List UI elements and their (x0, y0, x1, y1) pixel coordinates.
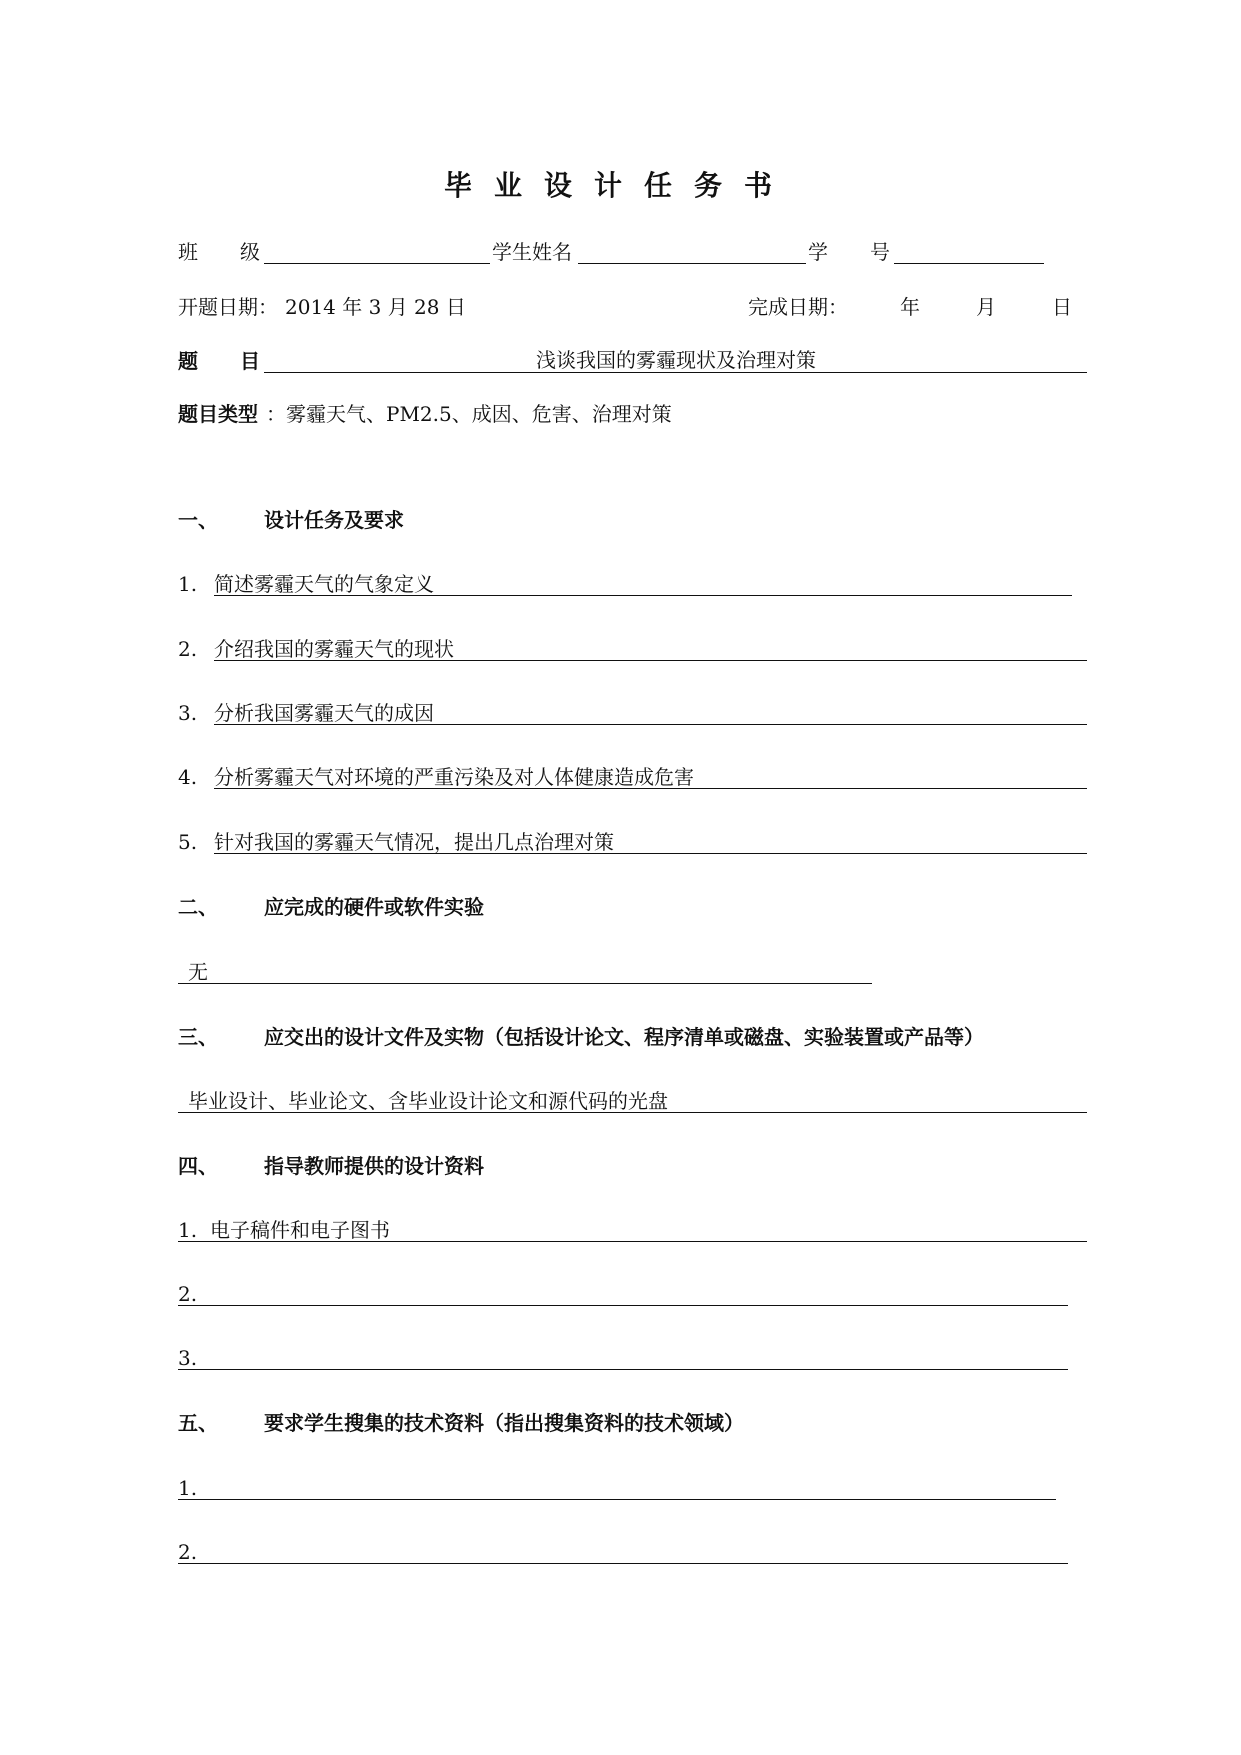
section-5-number: 五、 (178, 1411, 218, 1435)
topic-type-value: ：雾霾天气、PM2.5、成因、危害、治理对策 (266, 402, 672, 426)
section-4-item-1-text: 电子稿件和电子图书 (210, 1218, 390, 1242)
section-1-item-4-line[interactable] (214, 788, 1087, 789)
finish-date-label: 完成日期： (748, 295, 848, 319)
start-date-label: 开题日期： (178, 295, 278, 319)
section-1-item-5-text: 针对我国的雾霾天气情况，提出几点治理对策 (214, 830, 614, 854)
finish-month-label: 月 (976, 295, 996, 319)
section-2-item-1-text: 无 (188, 960, 208, 984)
topic-field[interactable] (264, 372, 1087, 373)
section-1-item-3-line[interactable] (214, 724, 1087, 725)
section-1-item-1-text: 简述雾霾天气的气象定义 (214, 572, 434, 596)
section-1-item-4-text: 分析雾霾天气对环境的严重污染及对人体健康造成危害 (214, 765, 694, 789)
section-5-item-2-line[interactable] (178, 1563, 1068, 1564)
section-3-item-1-line[interactable] (178, 1112, 1087, 1113)
section-1-item-2-line[interactable] (214, 660, 1087, 661)
section-5-item-2-number: 2. (178, 1540, 198, 1564)
section-2-item-1-line[interactable] (178, 983, 872, 984)
finish-year-label: 年 (900, 295, 920, 319)
student-name-label: 学生姓名 (492, 240, 572, 264)
section-1-item-2-number: 2. (178, 637, 198, 661)
section-4-item-3-number: 3. (178, 1346, 198, 1370)
section-2-number: 二、 (178, 895, 218, 919)
section-1-item-2-text: 介绍我国的雾霾天气的现状 (214, 637, 454, 661)
section-1-item-1-number: 1. (178, 572, 198, 596)
section-1-number: 一、 (178, 508, 218, 532)
section-3-heading: 应交出的设计文件及实物（包括设计论文、程序清单或磁盘、实验装置或产品等） (264, 1025, 984, 1049)
student-id-field[interactable] (894, 263, 1044, 264)
section-1-item-5-number: 5. (178, 830, 198, 854)
section-4-number: 四、 (178, 1154, 218, 1178)
section-5-heading: 要求学生搜集的技术资料（指出搜集资料的技术领域） (264, 1411, 744, 1435)
section-1-item-3-number: 3. (178, 701, 198, 725)
section-2-heading: 应完成的硬件或软件实验 (264, 895, 484, 919)
student-id-label: 学号 (808, 240, 932, 264)
section-4-heading: 指导教师提供的设计资料 (264, 1154, 484, 1178)
section-5-item-1-line[interactable] (178, 1499, 1056, 1500)
topic-value: 浅谈我国的雾霾现状及治理对策 (536, 348, 816, 372)
class-field[interactable] (264, 263, 490, 264)
section-1-item-4-number: 4. (178, 765, 198, 789)
section-5-item-1-number: 1. (178, 1476, 198, 1500)
topic-label: 题目 (178, 349, 302, 373)
section-1-item-5-line[interactable] (214, 853, 1087, 854)
section-3-item-1-text: 毕业设计、毕业论文、含毕业设计论文和源代码的光盘 (188, 1089, 668, 1113)
topic-type-label: 题目类型 (178, 402, 258, 426)
start-date-value: 2014 年 3 月 28 日 (285, 295, 466, 319)
section-1-heading: 设计任务及要求 (264, 508, 404, 532)
section-4-item-1-number: 1. (178, 1218, 198, 1242)
section-4-item-1-line[interactable] (178, 1241, 1087, 1242)
section-3-number: 三、 (178, 1025, 218, 1049)
section-1-item-1-line[interactable] (214, 595, 1072, 596)
section-1-item-3-text: 分析我国雾霾天气的成因 (214, 701, 434, 725)
section-4-item-2-line[interactable] (178, 1305, 1068, 1306)
finish-day-label: 日 (1052, 295, 1072, 319)
student-name-field[interactable] (578, 263, 806, 264)
section-4-item-2-number: 2. (178, 1282, 198, 1306)
document-title: 毕业设计任务书 (444, 169, 795, 202)
class-label: 班级 (178, 240, 302, 264)
section-4-item-3-line[interactable] (178, 1369, 1068, 1370)
